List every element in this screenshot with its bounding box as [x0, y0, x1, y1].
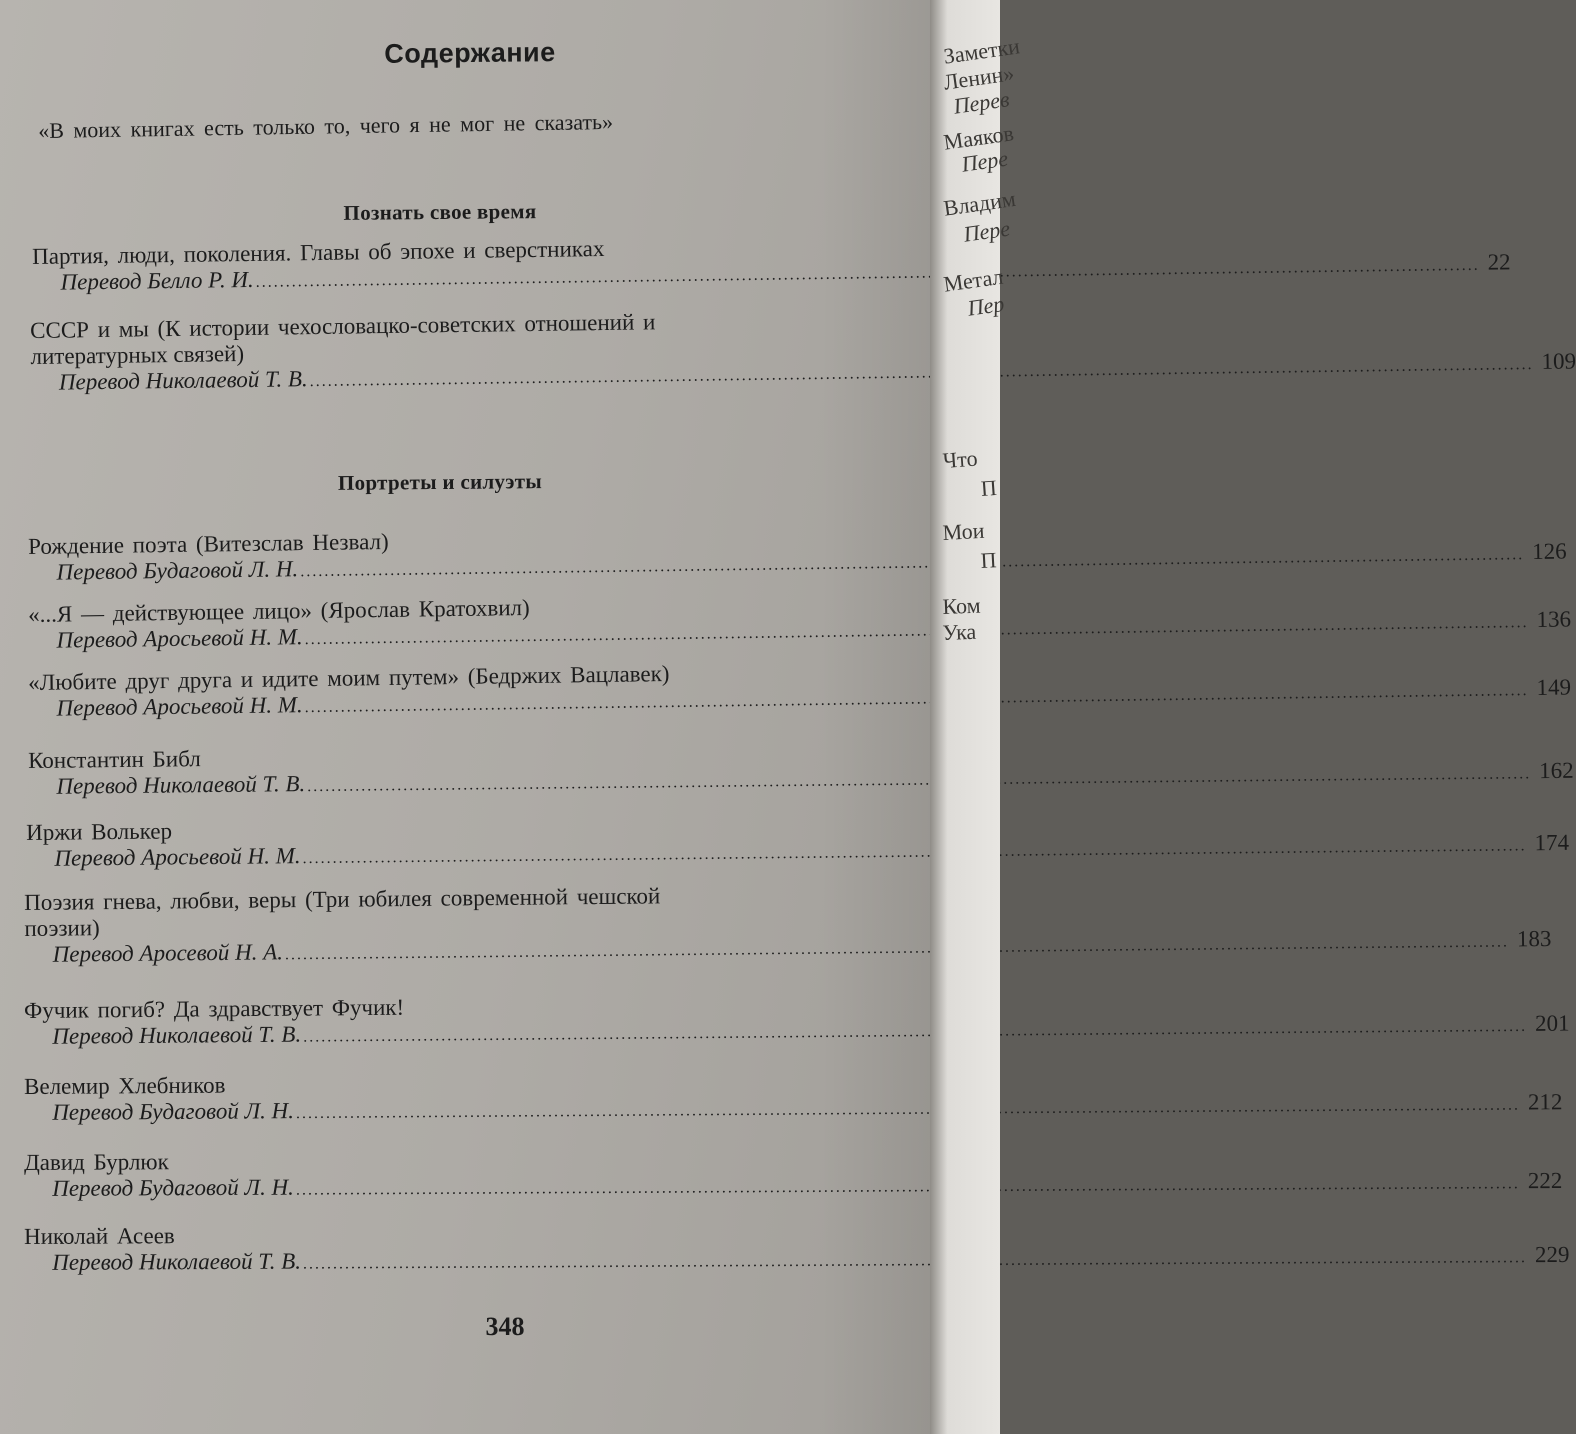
- entry-title: Николай Асеев: [24, 1223, 175, 1249]
- entry-page-number: 109: [1541, 348, 1576, 374]
- facing-page-fragment: Маяков: [942, 120, 1016, 155]
- entry-page-number: 162: [1539, 757, 1574, 784]
- facing-page-fragment: Пере: [960, 145, 1010, 177]
- facing-page-fragment: Заметки: [942, 33, 1022, 69]
- entry-translator: Перевод Аросьевой Н. М.: [56, 624, 303, 653]
- page-number: 348: [485, 1312, 525, 1341]
- leader-dots: [296, 1175, 1520, 1199]
- entry-translator: Перевод Аросевой Н. А.: [52, 939, 284, 967]
- entry-translator: Перевод Будаговой Л. Н.: [52, 1174, 294, 1201]
- entry-translator: Перевод Будаговой Л. Н.: [56, 556, 299, 585]
- toc-entry: [24, 1145, 1563, 1202]
- facing-page-edge: [930, 0, 1022, 1434]
- entry-page-number: 229: [1534, 1241, 1570, 1268]
- entry-translator: Перевод Николаевой Т. В.: [58, 366, 308, 395]
- entry-page-number: 183: [1516, 926, 1552, 952]
- toc-entry: [28, 738, 1574, 800]
- entry-title: Велемир Хлебников: [24, 1072, 226, 1099]
- page-title: Содержание: [384, 37, 556, 69]
- toc-entry: [24, 1219, 1570, 1276]
- facing-page-fragment: Мои: [942, 517, 986, 545]
- facing-page-fragment: Ком: [942, 592, 981, 619]
- facing-page-fragment: Что: [942, 445, 979, 473]
- facing-page-fragment: Пере: [962, 215, 1012, 247]
- entry-page-number: 222: [1527, 1167, 1563, 1194]
- epigraph-entry: «В моих книгах есть только то, чего я не мог не сказать»: [38, 108, 614, 143]
- toc-entry: [26, 810, 1570, 872]
- toc-entry: [28, 657, 1572, 722]
- toc-entry: [24, 990, 1570, 1050]
- entry-page-number: 149: [1536, 674, 1572, 700]
- entry-page-number: 136: [1536, 606, 1572, 632]
- entry-translator: Перевод Будаговой Л. Н.: [52, 1098, 295, 1125]
- entry-title: Константин Библ: [28, 746, 201, 773]
- toc-entry: [30, 305, 1576, 396]
- facing-page-fragment: Ленин»: [942, 60, 1016, 95]
- entry-translator: Перевод Николаевой Т. В.: [56, 771, 306, 799]
- entry-page-number: 201: [1534, 1010, 1570, 1036]
- entry-title: Иржи Волькер: [26, 818, 173, 845]
- entry-title: СССР и мы (К истории чехословацко-советских отношений и: [30, 309, 656, 343]
- facing-page-fragment: Пер: [966, 290, 1006, 321]
- section-heading: Портреты и силуэты: [337, 469, 543, 495]
- entry-title-continued: поэзии): [24, 915, 100, 941]
- entry-title: Поэзия гнева, любви, веры (Три юбилея современной чешской: [24, 883, 661, 915]
- entry-title: «...Я — действующее лицо» (Ярослав Кратохвил): [28, 594, 530, 627]
- leader-dots: [303, 1018, 1527, 1047]
- toc-entry: [24, 880, 1552, 968]
- facing-page-fragment: Владим: [942, 185, 1018, 221]
- entry-title: Партия, люди, поколения. Главы об эпохе и сверстниках: [32, 236, 605, 269]
- entry-page-number: 126: [1531, 538, 1567, 565]
- entry-translator: Перевод Аросьевой Н. М.: [56, 692, 303, 721]
- entry-title: Давид Бурлюк: [24, 1149, 169, 1175]
- entry-translator: Перевод Николаевой Т. В.: [52, 1021, 302, 1049]
- entry-translator: Перевод Белло Р. И.: [60, 266, 254, 295]
- entry-translator: Перевод Николаевой Т. В.: [52, 1248, 302, 1275]
- entry-page-number: 22: [1487, 249, 1511, 275]
- entry-title-continued: литературных связей): [30, 341, 245, 369]
- entry-page-number: 212: [1527, 1089, 1563, 1115]
- leader-dots: [303, 837, 1527, 868]
- facing-page-fragment: П: [980, 474, 998, 501]
- entry-title: Рождение поэта (Витезслав Незвал): [28, 528, 389, 559]
- entry-translator: Перевод Аросьевой Н. М.: [54, 843, 301, 871]
- entry-title: «Любите друг друга и идите моим путем» (Бедржих Вацлавек): [28, 661, 670, 695]
- leader-dots: [307, 765, 1531, 796]
- facing-page-fragment: Перев: [952, 86, 1011, 119]
- entry-title: Фучик погиб? Да здравствует Фучик!: [24, 994, 405, 1023]
- facing-page-fragment: П: [980, 547, 998, 573]
- leader-dots: [285, 933, 1509, 964]
- facing-page-fragment: Метал: [942, 263, 1005, 297]
- leader-dots: [303, 1249, 1527, 1273]
- facing-page-fragment: Ука: [942, 618, 977, 645]
- section-heading: Познать свое время: [343, 199, 537, 225]
- toc-entry: [24, 1067, 1563, 1126]
- leader-dots: [296, 1097, 1520, 1124]
- entry-page-number: 174: [1534, 829, 1570, 856]
